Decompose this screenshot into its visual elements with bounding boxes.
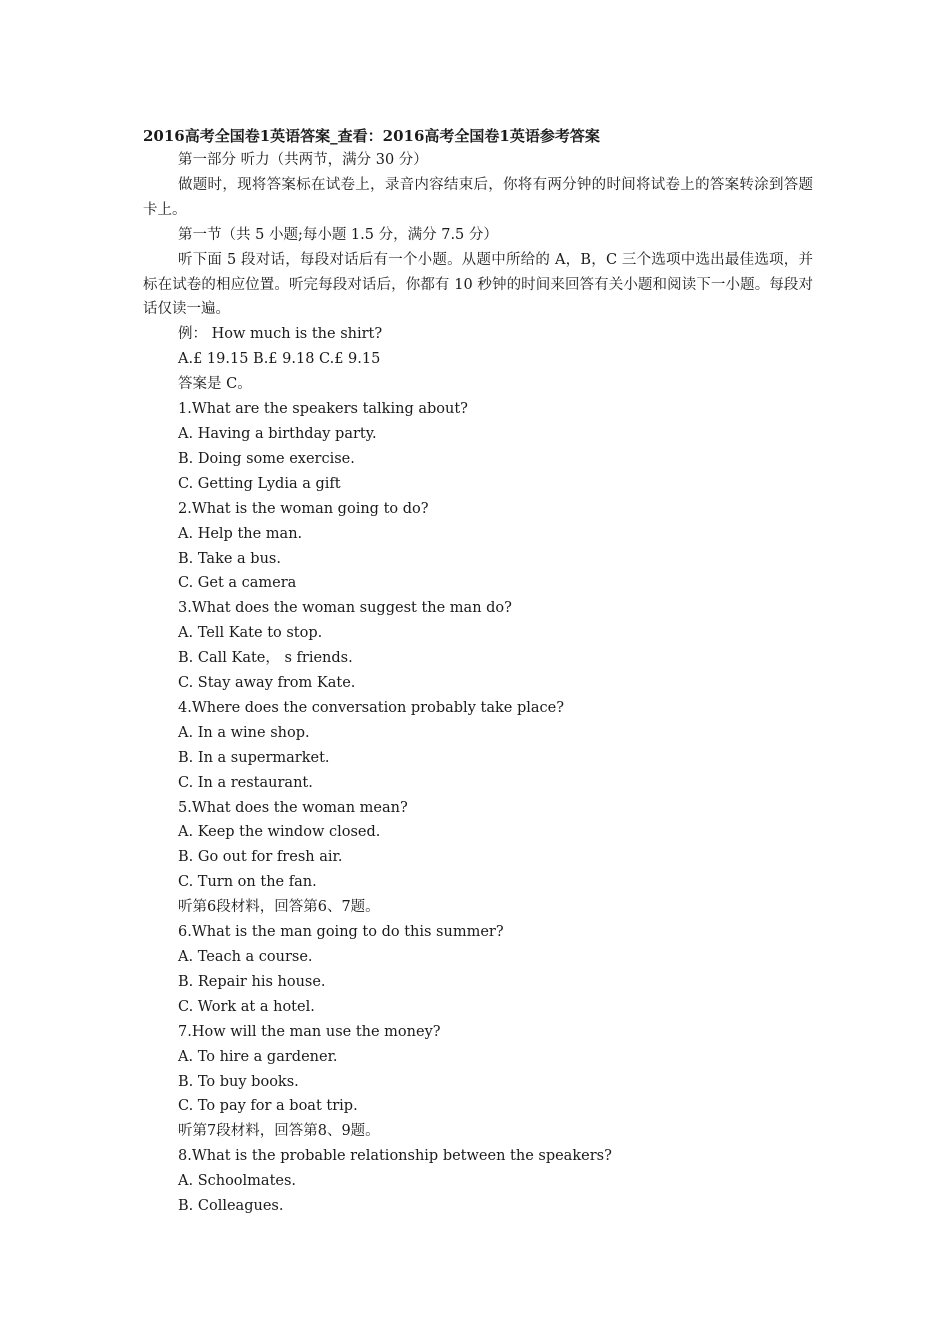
- option-c: C. Turn on the fan.: [178, 874, 317, 891]
- question-text: 7.How will the man use the money?: [178, 1023, 441, 1040]
- option-b: B. Repair his house.: [178, 973, 326, 990]
- option-a: A. Having a birthday party.: [178, 425, 377, 442]
- option-c: C. Get a camera: [178, 575, 297, 592]
- option-b: B. Doing some exercise.: [178, 450, 355, 467]
- question-text: 6.What is the man going to do this summer?: [178, 924, 504, 941]
- option-c: C. In a restaurant.: [178, 774, 313, 791]
- example-answer: 答案是 C。: [178, 376, 252, 393]
- document-page: [143, 124, 813, 1219]
- option-b: B. Colleagues.: [178, 1198, 284, 1215]
- option-a: A. Tell Kate to stop.: [178, 625, 323, 642]
- option-b: B. To buy books.: [178, 1073, 299, 1090]
- option-a: A. Teach a course.: [178, 949, 313, 965]
- option-c: C. Work at a hotel.: [178, 998, 315, 1015]
- material6-heading: 听第6段材料，回答第6、7题。: [178, 899, 380, 916]
- section1-heading: 第一节（共 5 小题;每小题 1.5 分，满分 7.5 分）: [178, 226, 498, 243]
- material7-heading: 听第7段材料，回答第8、9题。: [178, 1123, 380, 1140]
- option-c: C. Stay away from Kate.: [178, 675, 356, 692]
- option-b: B. In a supermarket.: [178, 749, 330, 766]
- option-b: B. Take a bus.: [178, 550, 281, 567]
- option-c: C. Getting Lydia a gift: [178, 475, 341, 492]
- example-options: A.£ 19.15 B.£ 9.18 C.£ 9.15: [178, 351, 381, 368]
- instruction-transfer: 做题时，现将答案标在试卷上，录音内容结束后，你将有两分钟的时间将试卷上的答案转涂到答题卡上。: [143, 176, 813, 218]
- document-title: 2016高考全国卷1英语答案_查看：2016高考全国卷1英语参考答案: [143, 127, 600, 145]
- question-text: 4.Where does the conversation probably take place?: [178, 699, 564, 716]
- question-text: 3.What does the woman suggest the man do?: [178, 600, 512, 617]
- option-a: A. Help the man.: [178, 525, 303, 542]
- part1-heading: 第一部分 听力（共两节，满分 30 分）: [178, 152, 428, 168]
- example-question: 例： How much is the shirt?: [178, 326, 383, 343]
- question-text: 2.What is the woman going to do?: [178, 500, 429, 517]
- option-a: A. In a wine shop.: [178, 724, 310, 741]
- option-a: A. Schoolmates.: [178, 1173, 297, 1190]
- option-b: B. Call Kate， s friends.: [178, 650, 353, 667]
- question-text: 8.What is the probable relationship between the speakers?: [178, 1148, 612, 1165]
- question-text: 1.What are the speakers talking about?: [178, 401, 468, 418]
- instruction-listen: 听下面 5 段对话，每段对话后有一个小题。从题中所给的 A，B，C 三个选项中选出最佳选项，并标在试卷的相应位置。听完每段对话后，你都有 10 秒钟的时间来回答有关小题和阅读下一小题。每段对话仅读一遍。: [143, 251, 813, 318]
- option-a: A. Keep the window closed.: [178, 824, 381, 841]
- option-b: B. Go out for fresh air.: [178, 849, 343, 866]
- question-text: 5.What does the woman mean?: [178, 799, 408, 816]
- option-a: A. To hire a gardener.: [178, 1048, 338, 1065]
- option-c: C. To pay for a boat trip.: [178, 1098, 358, 1115]
